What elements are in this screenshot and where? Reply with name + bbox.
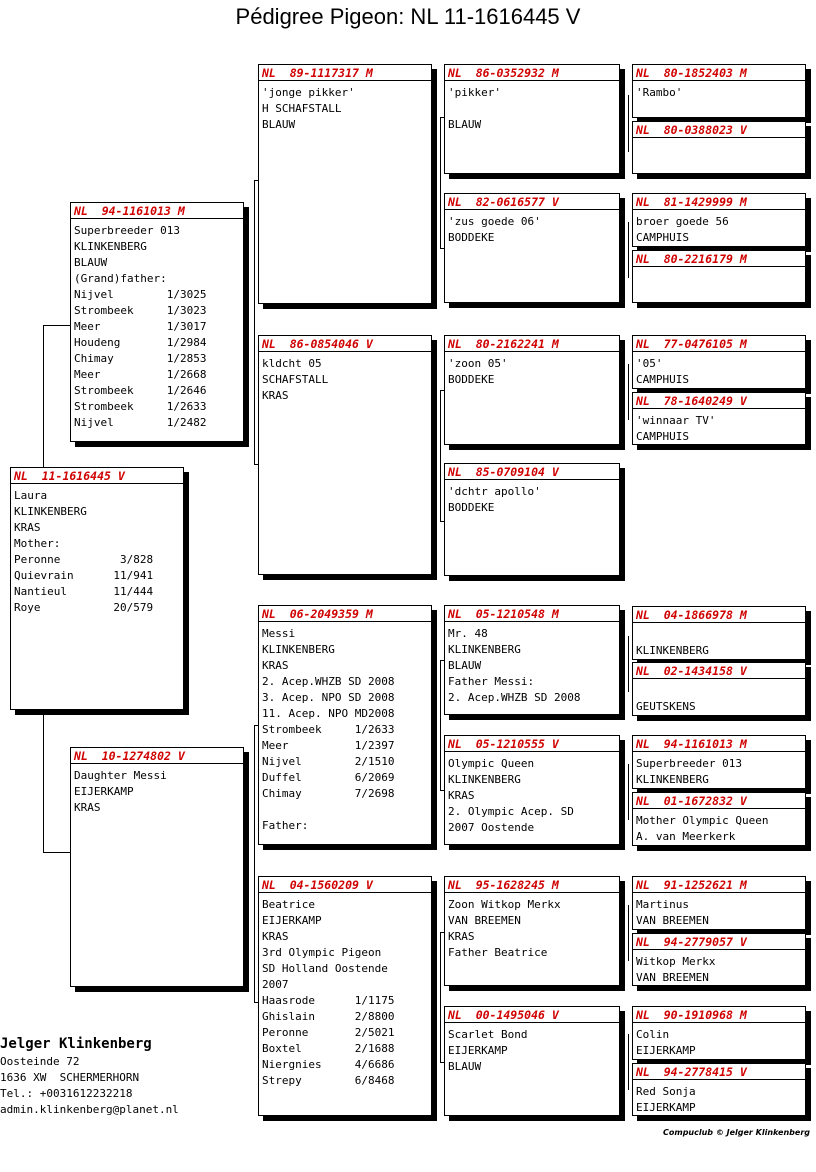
detail-line: 'Rambo' [636,86,683,99]
connector-line [628,905,629,961]
connector-line [254,180,255,464]
pigeon-details [633,809,805,845]
detail-line: 'jonge pikker' [262,86,355,99]
detail-line: EIJERKAMP [262,914,322,927]
detail-line: Houdeng 1/2984 [74,336,207,349]
pigeon-card-dam-sire[interactable] [258,605,432,845]
detail-line: 2007 Oostende [448,821,535,834]
detail-line: Nantieul 11/444 [14,585,154,598]
detail-line: BLAUW [262,118,296,131]
detail-line: Mr. 48 [448,627,488,640]
detail-line: (Grand)father: [74,272,167,285]
ring-number: NL 78-1640249 V [633,393,805,409]
ring-number: NL 02-1434158 V [633,663,805,679]
detail-line: Meer 1/2397 [262,739,395,752]
ring-number: NL 91-1252621 M [633,877,805,893]
detail-line: BODDEKE [448,373,495,386]
detail-line: VAN BREEMEN [636,971,709,984]
detail-line: Chimay 7/2698 [262,787,395,800]
detail-line: KLINKENBERG [448,643,521,656]
detail-line: Laura [14,489,48,502]
pigeon-details [633,210,805,246]
pigeon-details [445,1023,619,1075]
pigeon-details [445,81,619,133]
detail-line: kldcht 05 [262,357,322,370]
detail-line: 2007 [262,978,289,991]
breeder-address: Oosteinde 72 [0,1055,80,1068]
detail-line [448,101,616,117]
pigeon-details [633,138,805,142]
pigeon-details [445,352,619,388]
detail-line: 3. Acep. NPO SD 2008 [262,691,395,704]
pigeon-details [259,893,431,1089]
pigeon-details [633,352,805,388]
ring-number: NL 77-0476105 M [633,336,805,352]
pigeon-details [445,480,619,516]
page-title: Pédigree Pigeon: NL 11-1616445 V [235,4,581,29]
detail-line: 'zus goede 06' [448,215,541,228]
ring-number: NL 81-1429999 M [633,194,805,210]
detail-line: Superbreeder 013 [636,757,742,770]
pigeon-card-sdd[interactable] [444,463,620,576]
detail-line: 2. Acep.WHZB SD 2008 [262,675,395,688]
detail-line: Strombeek 1/3023 [74,304,207,317]
pigeon-card-dam-dam[interactable] [258,876,432,1116]
ring-number: NL 86-0854046 V [259,336,431,352]
detail-line: CAMPHUIS [636,373,689,386]
pigeon-card-dam[interactable] [70,747,244,987]
pigeon-details [259,81,431,133]
pigeon-details [633,1080,805,1116]
detail-line: broer goede 56 [636,215,729,228]
connector-line [254,725,255,1002]
detail-line: Red Sonja [636,1085,696,1098]
detail-line: Father Beatrice [448,946,548,959]
footer-credit: Compuclub © Jelger Klinkenberg [663,1128,810,1137]
detail-line: KLINKENBERG [636,644,709,657]
ring-number: NL 94-1161013 M [633,736,805,752]
ring-number: NL 95-1628245 M [445,877,619,893]
detail-line: Witkop Merkx [636,955,716,968]
pigeon-details [445,210,619,246]
detail-line: VAN BREEMEN [448,914,521,927]
ring-number: NL 94-2779057 V [633,934,805,950]
ring-number: NL 94-1161013 M [71,203,243,219]
breeder-city: 1636 XW SCHERMERHORN [0,1071,140,1084]
ring-number: NL 05-1210555 V [445,736,619,752]
detail-line: BLAUW [448,1060,482,1073]
ring-number: NL 82-0616577 V [445,194,619,210]
pigeon-details [445,752,619,836]
ring-number: NL 05-1210548 M [445,606,619,622]
pigeon-card-dss[interactable] [444,605,620,715]
ring-number: NL 06-2049359 M [259,606,431,622]
detail-line: BLAUW [74,256,108,269]
connector-line [628,95,629,152]
detail-line: KRAS [448,789,475,802]
pigeon-card-sire[interactable] [70,202,244,442]
detail-line [636,683,802,699]
connector-line [43,852,70,853]
connector-line [628,764,629,820]
detail-line: Boxtel 2/1688 [262,1042,395,1055]
pigeon-card-g5-2[interactable] [632,121,806,174]
pigeon-details [633,623,805,659]
detail-line: KRAS [262,659,289,672]
connector-line [628,636,629,692]
ring-number: NL 10-1274802 V [71,748,243,764]
detail-line: KRAS [14,521,41,534]
detail-line: GEUTSKENS [636,700,696,713]
pigeon-card-g5-15[interactable] [632,1006,806,1060]
detail-line: 'zoon 05' [448,357,508,370]
detail-line: H SCHAFSTALL [262,102,342,115]
detail-line: '05' [636,357,663,370]
breeder-name: Jelger Klinkenberg [0,1036,152,1052]
detail-line: KLINKENBERG [448,773,521,786]
ring-number: NL 80-1852403 M [633,65,805,81]
detail-line: Strombeek 1/2633 [74,400,207,413]
connector-line [440,660,441,790]
detail-line: 'winnaar TV' [636,414,716,427]
ring-number: NL 89-1117317 M [259,65,431,81]
pigeon-card-g5-3[interactable] [632,193,806,247]
detail-line: BODDEKE [448,501,495,514]
pigeon-card-dsd[interactable] [444,735,620,845]
ring-number: NL 80-0388023 V [633,122,805,138]
pigeon-card-g5-16[interactable] [632,1063,806,1116]
pigeon-details [633,893,805,929]
pigeon-card-g5-12[interactable] [632,792,806,846]
detail-line: SCHAFSTALL [262,373,329,386]
detail-line: Colin [636,1028,670,1041]
pigeon-details [445,893,619,961]
ring-number: NL 85-0709104 V [445,464,619,480]
connector-line [440,932,441,1062]
detail-line [262,802,428,818]
detail-line: Messi [262,627,296,640]
connector-line [43,715,44,852]
detail-line: Mother: [14,537,61,550]
pigeon-card-sds[interactable] [444,335,620,445]
detail-line: Nijvel 1/3025 [74,288,207,301]
connector-line [43,325,44,469]
detail-line [636,627,802,643]
detail-line: EIJERKAMP [74,785,134,798]
detail-line: Meer 1/2668 [74,368,207,381]
detail-line: 3rd Olympic Pigeon [262,946,382,959]
detail-line: EIJERKAMP [636,1044,696,1057]
ring-number: NL 04-1560209 V [259,877,431,893]
detail-line: 'dchtr apollo' [448,485,541,498]
detail-line: Quievrain 11/941 [14,569,154,582]
ring-number: NL 80-2162241 M [445,336,619,352]
detail-line: KLINKENBERG [74,240,147,253]
detail-line: BLAUW [448,118,482,131]
detail-line: Strombeek 1/2646 [74,384,207,397]
detail-line: Superbreeder 013 [74,224,180,237]
pigeon-card-root[interactable] [10,467,184,710]
pigeon-card-ssd[interactable] [444,193,620,303]
pigeon-details [633,679,805,715]
detail-line: Beatrice [262,898,315,911]
detail-line: Niergnies 4/6686 [262,1058,395,1071]
connector-line [628,222,629,278]
breeder-phone: Tel.: +0031612232218 [0,1087,133,1100]
detail-line: KLINKENBERG [262,643,335,656]
detail-line: EIJERKAMP [636,1101,696,1114]
ring-number: NL 01-1672832 V [633,793,805,809]
ring-number: NL 80-2216179 M [633,251,805,267]
breeder-info [0,1034,179,1118]
ring-number: NL 86-0352932 M [445,65,619,81]
pigeon-card-g5-1[interactable] [632,64,806,118]
detail-line: Strepy 6/8468 [262,1074,395,1087]
pigeon-card-g5-9[interactable] [632,606,806,660]
pigeon-card-g5-6[interactable] [632,392,806,445]
pigeon-card-g5-11[interactable] [632,735,806,789]
detail-line: Peronne 3/828 [14,553,154,566]
detail-line: A. van Meerkerk [636,830,736,843]
pigeon-card-g5-10[interactable] [632,662,806,716]
detail-line: Mother Olympic Queen [636,814,769,827]
detail-line: Peronne 2/5021 [262,1026,395,1039]
detail-line: Nijvel 1/2482 [74,416,207,429]
pigeon-details [71,764,243,816]
connector-line [43,325,70,326]
connector-line [440,390,441,521]
detail-line: 2. Olympic Acep. SD [448,805,574,818]
pigeon-details [633,81,805,101]
detail-line: Father: [262,819,309,832]
detail-line: EIJERKAMP [448,1044,508,1057]
pigeon-card-g5-4[interactable] [632,250,806,303]
pigeon-card-ddd[interactable] [444,1006,620,1116]
detail-line: KRAS [448,930,475,943]
detail-line: 2. Acep.WHZB SD 2008 [448,691,581,704]
pigeon-card-sire-sire[interactable] [258,64,432,304]
detail-line: BLAUW [448,659,482,672]
detail-line: CAMPHUIS [636,231,689,244]
connector-line [628,364,629,420]
pigeon-card-g5-5[interactable] [632,335,806,389]
detail-line: Haasrode 1/1175 [262,994,395,1007]
detail-line: 'pikker' [448,86,501,99]
pigeon-details [71,219,243,431]
pigeon-card-sire-dam[interactable] [258,335,432,575]
detail-line: KRAS [262,389,289,402]
detail-line: Roye 20/579 [14,601,154,614]
ring-number: NL 00-1495046 V [445,1007,619,1023]
pigeon-details [633,752,805,788]
connector-line [440,117,441,248]
detail-line: KLINKENBERG [636,773,709,786]
pigeon-details [259,352,431,404]
detail-line: Father Messi: [448,675,535,688]
pigeon-details [633,267,805,271]
detail-line: Zoon Witkop Merkx [448,898,561,911]
ring-number: NL 94-2778415 V [633,1064,805,1080]
detail-line: Duffel 6/2069 [262,771,395,784]
pigeon-card-sss[interactable] [444,64,620,174]
detail-line: KRAS [262,930,289,943]
detail-line: KLINKENBERG [14,505,87,518]
detail-line: Strombeek 1/2633 [262,723,395,736]
detail-line: Meer 1/3017 [74,320,207,333]
detail-line: Nijvel 2/1510 [262,755,395,768]
detail-line: CAMPHUIS [636,430,689,443]
detail-line: SD Holland Oostende [262,962,388,975]
pigeon-details [445,622,619,706]
detail-line: VAN BREEMEN [636,914,709,927]
detail-line: Olympic Queen [448,757,535,770]
pigeon-card-dds[interactable] [444,876,620,986]
ring-number: NL 90-1910968 M [633,1007,805,1023]
connector-line [628,1034,629,1090]
detail-line: KRAS [74,801,101,814]
ring-number: NL 04-1866978 M [633,607,805,623]
pigeon-details [633,1023,805,1059]
ring-number: NL 11-1616445 V [11,468,183,484]
pigeon-card-g5-14[interactable] [632,933,806,986]
pigeon-card-g5-13[interactable] [632,876,806,930]
pigeon-details [11,484,183,616]
detail-line: 11. Acep. NPO MD2008 [262,707,395,720]
detail-line: Martinus [636,898,689,911]
detail-line: Scarlet Bond [448,1028,528,1041]
pigeon-details [633,409,805,445]
detail-line: Chimay 1/2853 [74,352,207,365]
detail-line: Ghislain 2/8800 [262,1010,395,1023]
detail-line: BODDEKE [448,231,495,244]
breeder-email[interactable]: admin.klinkenberg@planet.nl [0,1103,179,1116]
pigeon-details [259,622,431,834]
detail-line: Daughter Messi [74,769,167,782]
pigeon-details [633,950,805,986]
